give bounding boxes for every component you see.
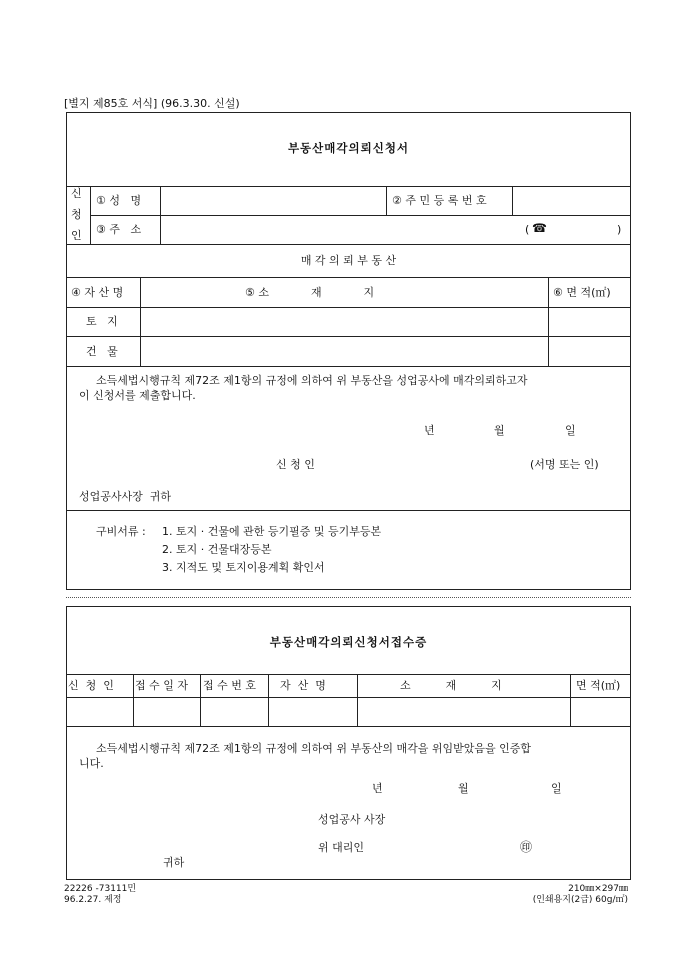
applicant-group-label: 인 (71, 229, 82, 242)
applicant-group-label: 청 (71, 208, 82, 221)
divider (90, 186, 91, 244)
address-field[interactable] (162, 217, 522, 242)
recipient: 성업공사사장 귀하 (79, 490, 172, 503)
receipt-date-field[interactable] (135, 699, 198, 724)
divider (66, 244, 631, 245)
phone-open: ( (525, 223, 530, 236)
property-header-area: ⑥ 면 적(㎡) (553, 286, 611, 299)
receipt-location-field[interactable] (359, 699, 568, 724)
applicant-group-label: 신 (71, 187, 82, 200)
attachment-item: 1. 토지 · 건물에 관한 등기필증 및 등기부등본 (162, 525, 382, 538)
receipt-date-day: 일 (551, 782, 562, 795)
date-day: 일 (565, 424, 576, 437)
attachments-label: 구비서류 : (96, 525, 146, 538)
receipt-header-location: 소 재 지 (400, 679, 502, 692)
receipt-header-date: 접 수 일 자 (135, 679, 188, 692)
name-field[interactable] (162, 188, 384, 213)
receipt-header-applicant: 신 청 인 (68, 679, 114, 692)
divider (268, 674, 269, 726)
receipt-statement-line: 소득세법시행규칙 제72조 제1항의 규정에 의하여 위 부동산의 매각을 위임받았음을 인증합 (96, 742, 531, 755)
receipt-title: 부동산매각의뢰신청서접수증 (269, 635, 428, 649)
divider (200, 674, 201, 726)
divider (66, 336, 631, 337)
building-area-field[interactable] (550, 338, 629, 364)
receipt-header-number: 접 수 번 호 (203, 679, 256, 692)
phone-field[interactable] (546, 217, 616, 242)
phone-close: ) (617, 223, 622, 236)
receipt-org: 성업공사 사장 (318, 813, 386, 826)
applicant-sign-label: 신 청 인 (276, 458, 315, 471)
divider (66, 366, 631, 367)
divider (357, 674, 358, 726)
divider (512, 186, 513, 215)
receipt-applicant-field[interactable] (68, 699, 131, 724)
form-number: [별지 제85호 서식] (96.3.30. 신설) (64, 97, 240, 110)
divider (570, 674, 571, 726)
divider (386, 186, 387, 215)
divider (140, 277, 141, 366)
property-header-type: ④ 자 산 명 (71, 286, 124, 299)
receipt-recipient: 귀하 (163, 856, 185, 869)
divider (66, 277, 631, 278)
divider (548, 277, 549, 366)
divider (66, 697, 631, 698)
attachment-item: 3. 지적도 및 토지이용계획 확인서 (162, 561, 325, 574)
divider (66, 510, 631, 511)
sign-or-seal: (서명 또는 인) (530, 458, 599, 471)
rrn-label: ② 주 민 등 록 번 호 (392, 194, 487, 207)
phone-icon: ☎ (532, 221, 547, 235)
property-section-title: 매 각 의 뢰 부 동 산 (300, 254, 397, 267)
statement-line: 이 신청서를 제출합니다. (79, 389, 196, 402)
date-year: 년 (424, 424, 435, 437)
property-row-type: 건 물 (86, 345, 118, 358)
footer-code: 22226 -73111민 (64, 884, 137, 894)
receipt-date-year: 년 (372, 782, 383, 795)
receipt-agent: 위 대리인 (318, 841, 365, 854)
name-label: ① 성 명 (96, 194, 142, 207)
statement-line: 소득세법시행규칙 제72조 제1항의 규정에 의하여 위 부동산을 성업공사에 매각의뢰하고자 (96, 374, 528, 387)
receipt-date-month: 월 (458, 782, 469, 795)
property-row-type: 토 지 (86, 315, 118, 328)
divider (90, 215, 631, 216)
divider (133, 674, 134, 726)
date-month: 월 (494, 424, 505, 437)
receipt-statement-line: 니다. (79, 757, 104, 770)
form-title: 부동산매각의뢰신청서 (287, 141, 410, 155)
receipt-number-field[interactable] (202, 699, 266, 724)
receipt-area-field[interactable] (572, 699, 629, 724)
land-location-field[interactable] (142, 309, 546, 334)
divider (66, 186, 631, 187)
receipt-header-area: 면 적(㎡) (576, 679, 621, 692)
footer-paper: (인쇄용지(2급) 60g/㎡) (532, 895, 628, 905)
building-location-field[interactable] (142, 338, 546, 364)
divider (66, 307, 631, 308)
divider (66, 726, 631, 727)
receipt-header-asset: 자 산 명 (280, 679, 326, 692)
property-header-location: ⑤ 소 재 지 (245, 286, 375, 299)
attachment-item: 2. 토지 · 건물대장등본 (162, 543, 272, 556)
rrn-field[interactable] (514, 188, 629, 213)
cut-line (66, 597, 631, 598)
footer-established: 96.2.27. 제정 (64, 895, 122, 905)
land-area-field[interactable] (550, 309, 629, 334)
divider (160, 186, 161, 244)
seal-icon: ㊞ (520, 840, 533, 854)
address-label: ③ 주 소 (96, 223, 142, 236)
divider (66, 674, 631, 675)
footer-size: 210㎜×297㎜ (568, 884, 628, 894)
receipt-asset-field[interactable] (270, 699, 355, 724)
